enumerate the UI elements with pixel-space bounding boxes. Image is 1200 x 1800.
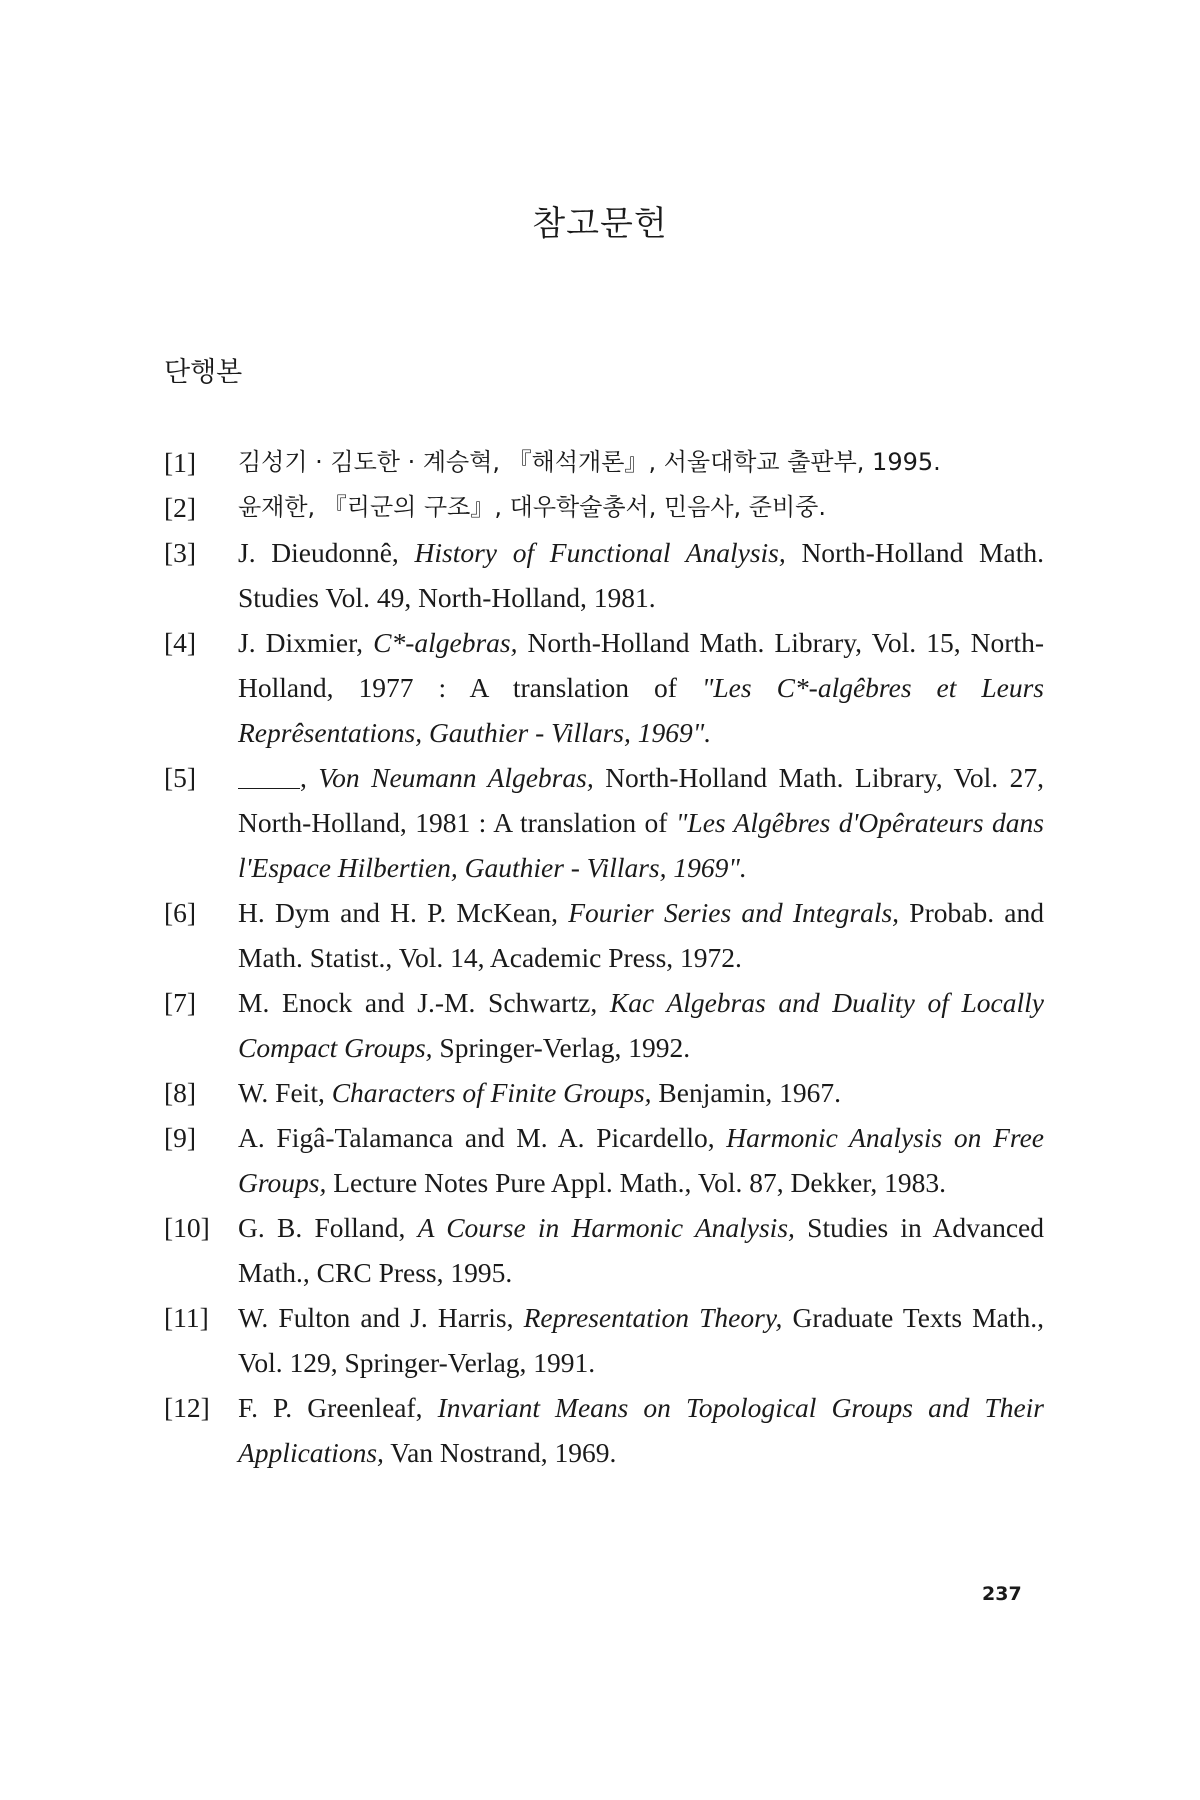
reference-number: [2] xyxy=(164,492,197,523)
reference-author: W. Fulton and J. Harris, xyxy=(238,1302,524,1333)
page-number: 237 xyxy=(982,1583,1022,1605)
reference-number: [7] xyxy=(164,987,197,1018)
reference-publication: North-Holland Math. Library, Vol. 27, North-Holland, 1981 : A translation of xyxy=(238,762,1045,838)
reference-number: [5] xyxy=(164,762,197,793)
reference-original-title: "Les C*-algêbres et Leurs Reprêsentations, Gauthier - Villars, 1969". xyxy=(238,672,1044,748)
reference-number: [6] xyxy=(164,897,197,928)
reference-number: [3] xyxy=(164,537,197,568)
reference-5 xyxy=(164,755,1044,890)
reference-title: 『해석개론』 xyxy=(507,448,649,476)
reference-4 xyxy=(164,620,1044,755)
reference-title: Representation Theory, xyxy=(523,1302,783,1333)
page-title: 참고문헌 xyxy=(532,204,668,244)
reference-number: [9] xyxy=(164,1122,197,1153)
reference-title: History of Functional Analysis, xyxy=(414,537,786,568)
reference-author: M. Enock and J.-M. Schwartz, xyxy=(238,987,610,1018)
reference-text xyxy=(238,1295,1044,1385)
reference-publication: Van Nostrand, 1969. xyxy=(383,1437,617,1468)
reference-title: Fourier Series and Integrals, xyxy=(568,897,900,928)
reference-2 xyxy=(164,485,1044,530)
reference-publication: Graduate Texts Math., Vol. 129, Springer-Verlag, 1991. xyxy=(238,1302,1044,1378)
reference-author: 윤재한, xyxy=(238,493,323,521)
reference-text xyxy=(238,620,1044,755)
reference-text xyxy=(238,440,1044,485)
reference-publication: Lecture Notes Pure Appl. Math., Vol. 87, Dekker, 1983. xyxy=(326,1167,946,1198)
reference-text xyxy=(238,1385,1044,1475)
reference-text xyxy=(238,890,1044,980)
reference-12 xyxy=(164,1385,1044,1475)
reference-text xyxy=(238,1070,1044,1115)
reference-publication: North-Holland Math. Studies Vol. 49, North-Holland, 1981. xyxy=(238,537,1044,613)
reference-author: A. Figâ-Talamanca and M. A. Picardello, xyxy=(238,1122,727,1153)
reference-text xyxy=(238,755,1044,890)
reference-6 xyxy=(164,890,1044,980)
reference-title: Characters of Finite Groups, xyxy=(331,1077,652,1108)
reference-publication: Studies in Advanced Math., CRC Press, 1995. xyxy=(238,1212,1045,1288)
reference-publication: Probab. and Math. Statist., Vol. 14, Academic Press, 1972. xyxy=(238,897,1044,973)
reference-text xyxy=(238,980,1044,1070)
reference-author: H. Dym and H. P. McKean, xyxy=(238,897,569,928)
reference-author: J. Dixmier, xyxy=(238,627,374,658)
section-heading: 단행본 xyxy=(164,357,243,388)
reference-title: A Course in Harmonic Analysis, xyxy=(417,1212,795,1243)
reference-text xyxy=(238,1205,1044,1295)
reference-title: 『리군의 구조』 xyxy=(322,493,495,521)
reference-11 xyxy=(164,1295,1044,1385)
reference-title: Invariant Means on Topological Groups and Their Applications, xyxy=(238,1392,1044,1468)
reference-author: J. Dieudonnê, xyxy=(238,537,415,568)
reference-title: C*-algebras, xyxy=(373,627,518,658)
reference-author: F. P. Greenleaf, xyxy=(238,1392,438,1423)
reference-publication: , 대우학술총서, 민음사, 준비중. xyxy=(494,493,826,521)
reference-title: Kac Algebras and Duality of Locally Compact Groups, xyxy=(238,987,1045,1063)
reference-number: [10] xyxy=(164,1212,210,1243)
reference-number: [4] xyxy=(164,627,197,658)
reference-text xyxy=(238,1115,1044,1205)
reference-title: Harmonic Analysis on Free Groups, xyxy=(238,1122,1044,1198)
reference-list xyxy=(164,440,1044,1475)
reference-8 xyxy=(164,1070,1044,1115)
reference-author: , xyxy=(300,762,319,793)
reference-title: Von Neumann Algebras, xyxy=(318,762,594,793)
reference-text xyxy=(238,530,1044,620)
reference-1 xyxy=(164,440,1044,485)
same-author-blank xyxy=(238,761,300,790)
reference-3 xyxy=(164,530,1044,620)
reference-publication: , 서울대학교 출판부, 1995. xyxy=(648,448,941,476)
reference-publication: North-Holland Math. Library, Vol. 15, North-Holland, 1977 : A translation of xyxy=(238,627,1044,703)
reference-publication: Springer-Verlag, 1992. xyxy=(432,1032,691,1063)
reference-number: [12] xyxy=(164,1392,210,1423)
reference-text xyxy=(238,485,1044,530)
reference-publication: Benjamin, 1967. xyxy=(651,1077,841,1108)
reference-number: [8] xyxy=(164,1077,197,1108)
reference-9 xyxy=(164,1115,1044,1205)
reference-number: [11] xyxy=(164,1302,209,1333)
reference-7 xyxy=(164,980,1044,1070)
reference-number: [1] xyxy=(164,447,197,478)
reference-original-title: "Les Algêbres d'Opêrateurs dans l'Espace Hilbertien, Gauthier - Villars, 1969". xyxy=(238,807,1044,883)
reference-author: W. Feit, xyxy=(238,1077,332,1108)
reference-author: 김성기 · 김도한 · 계승혁, xyxy=(238,448,508,476)
reference-10 xyxy=(164,1205,1044,1295)
reference-author: G. B. Folland, xyxy=(238,1212,418,1243)
